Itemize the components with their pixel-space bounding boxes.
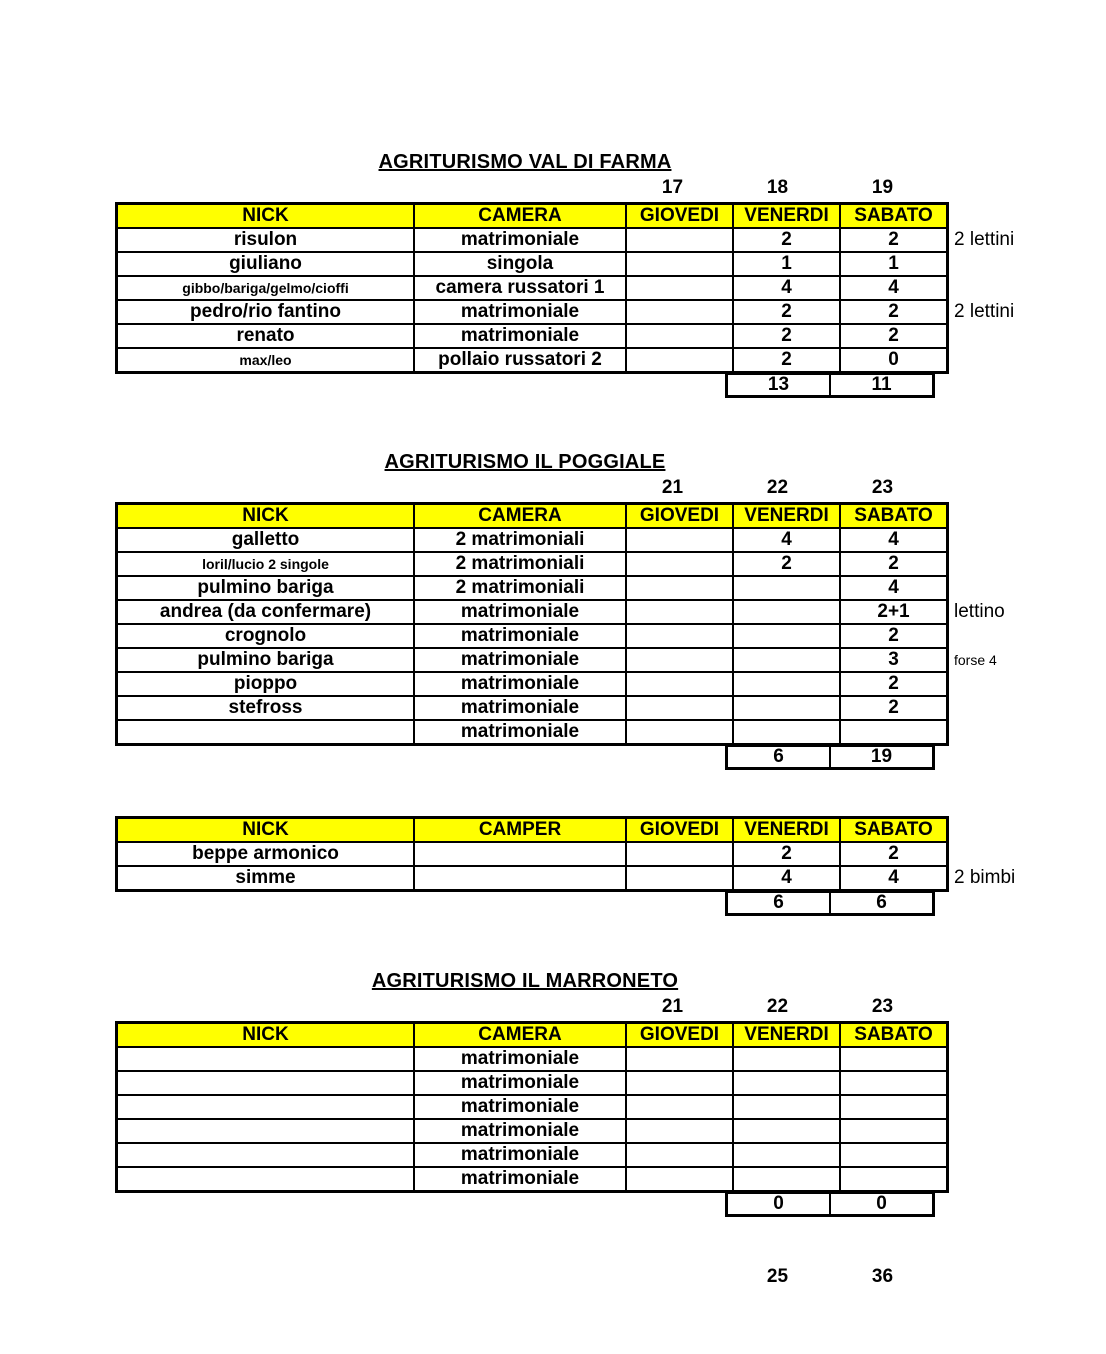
row-note: 2 lettini [954,229,1015,250]
cell-text: 4 [781,529,792,550]
column-header-giovedi: GIOVEDI [626,204,733,229]
cell-camera [414,1143,626,1167]
cell-camera [414,300,626,324]
total-sabato: 6 [829,893,932,913]
cell-venerdi [733,696,840,720]
cell-venerdi [733,1143,840,1167]
table-row [117,1095,948,1119]
cell-giovedi [626,1095,733,1119]
grand-total-venerdi: 25 [766,1266,789,1287]
row-note: lettino [954,601,1005,622]
table-row [117,552,948,576]
cell-text: singola [486,253,554,274]
cell-text: stefross [228,697,303,718]
table-row [117,276,948,300]
cell-camera [414,528,626,552]
cell-text: 2 [781,325,792,346]
column-header-sabato: SABATO [840,1023,948,1048]
date-label: 18 [766,177,789,198]
cell-nick [117,624,415,648]
cell-sabato [840,1071,948,1095]
cell-giovedi [626,228,733,252]
date-label: 22 [766,996,789,1017]
table-title: AGRITURISMO IL POGGIALE [384,451,666,473]
table-title: AGRITURISMO VAL DI FARMA [378,151,672,173]
cell-venerdi [733,228,840,252]
cell-sabato [840,252,948,276]
column-header-camera: CAMPER [414,818,626,843]
header-row [117,1023,948,1048]
cell-text: matrimoniale [460,1096,580,1117]
cell-camera [414,1167,626,1192]
column-header-sabato: SABATO [840,818,948,843]
cell-text: pollaio russatori 2 [438,349,602,370]
column-header-giovedi: GIOVEDI [626,1023,733,1048]
cell-sabato [840,1167,948,1192]
cell-camera [414,648,626,672]
column-header-venerdi: VENERDI [733,504,840,529]
cell-camera [414,252,626,276]
cell-sabato [840,624,948,648]
cell-text: max/leo [239,352,292,368]
cell-giovedi [626,552,733,576]
header-row [117,204,948,229]
cell-nick [117,842,415,866]
cell-sabato [840,1143,948,1167]
cell-camera [414,348,626,373]
cell-nick [117,252,415,276]
cell-camera [414,1095,626,1119]
cell-text: 3 [888,649,899,670]
cell-text: 2 [781,553,792,574]
cell-text: gibbo/bariga/gelmo/cioffi [182,280,349,296]
dates-row [620,995,935,1021]
cell-text: matrimoniale [460,1048,580,1069]
column-header-venerdi: VENERDI [733,818,840,843]
cell-text: matrimoniale [460,721,580,742]
cell-text: matrimoniale [460,325,580,346]
totals-row [725,372,935,398]
table-row [117,300,948,324]
cell-text: beppe armonico [192,843,339,864]
row-note: forse 4 [954,652,997,668]
cell-nick [117,348,415,373]
cell-giovedi [626,624,733,648]
cell-text: pulmino bariga [197,649,334,670]
table-row [117,1119,948,1143]
table-row [117,672,948,696]
table-row [117,624,948,648]
table-row [117,228,948,252]
table-row [117,648,948,672]
cell-text: crognolo [224,625,307,646]
date-label: 21 [661,996,684,1017]
cell-camera [414,576,626,600]
cell-sabato [840,576,948,600]
table-row [117,866,948,891]
cell-camera [414,228,626,252]
cell-sabato [840,324,948,348]
cell-text: 2 [888,673,899,694]
column-header-sabato: SABATO [840,504,948,529]
total-sabato: 19 [829,747,932,767]
table-row [117,252,948,276]
cell-giovedi [626,528,733,552]
row-note: 2 lettini [954,301,1015,322]
cell-camera [414,1047,626,1071]
cell-text: giuliano [229,253,302,274]
dates-row [620,476,935,502]
cell-text: 2 [781,843,792,864]
cell-text: matrimoniale [460,697,580,718]
cell-venerdi [733,1047,840,1071]
cell-text: 4 [888,867,899,888]
date-label: 22 [766,477,789,498]
cell-text: matrimoniale [460,625,580,646]
totals-row [725,744,935,770]
bookings-table [115,202,1015,374]
table-row [117,1143,948,1167]
cell-sabato [840,528,948,552]
cell-text: matrimoniale [460,1072,580,1093]
table-row [117,696,948,720]
cell-giovedi [626,252,733,276]
cell-nick [117,300,415,324]
column-header-sabato: SABATO [840,204,948,229]
date-label: 23 [871,477,894,498]
cell-venerdi [733,576,840,600]
totals-row [725,890,935,916]
cell-text: 4 [888,529,899,550]
cell-camera [414,672,626,696]
header-row [117,818,948,843]
total-venerdi: 6 [773,892,784,913]
cell-venerdi [733,672,840,696]
cell-giovedi [626,324,733,348]
bookings-table [115,816,1016,892]
date-label: 17 [661,177,684,198]
table-row [117,576,948,600]
cell-venerdi [733,1095,840,1119]
cell-sabato [840,228,1015,252]
cell-giovedi [626,1071,733,1095]
cell-text: 4 [888,277,899,298]
cell-giovedi [626,1167,733,1192]
cell-text: matrimoniale [460,1144,580,1165]
cell-giovedi [626,1047,733,1071]
cell-text: matrimoniale [460,1168,580,1189]
table-section-camper [115,816,1016,916]
cell-text: 1 [781,253,792,274]
cell-nick [117,576,415,600]
cell-venerdi [733,300,840,324]
cell-nick [117,1047,415,1071]
cell-sabato [840,348,948,373]
cell-giovedi [626,276,733,300]
cell-venerdi [733,348,840,373]
cell-text: matrimoniale [460,649,580,670]
cell-venerdi [733,528,840,552]
cell-text: pulmino bariga [197,577,334,598]
cell-camera [414,276,626,300]
cell-text: 2 [781,301,792,322]
cell-sabato [840,1047,948,1071]
column-header-giovedi: GIOVEDI [626,504,733,529]
cell-giovedi [626,720,733,745]
column-header-camera: CAMERA [414,1023,626,1048]
cell-venerdi [733,1119,840,1143]
cell-venerdi [733,720,840,745]
cell-nick [117,1095,415,1119]
table-row [117,348,948,373]
cell-sabato [840,696,948,720]
cell-text: andrea (da confermare) [159,601,372,622]
date-label: 19 [871,177,894,198]
cell-giovedi [626,300,733,324]
cell-nick [117,528,415,552]
total-venerdi: 6 [773,746,784,767]
total-venerdi: 0 [773,1193,784,1214]
cell-venerdi [733,252,840,276]
table-row [117,528,948,552]
cell-text: 2 matrimoniali [455,529,585,550]
cell-text: 2 [888,625,899,646]
grand-totals-row [725,1264,935,1290]
total-sabato: 11 [829,375,932,395]
cell-sabato [840,648,997,672]
cell-camera [414,552,626,576]
table-title: AGRITURISMO IL MARRONETO [371,970,679,992]
table-section-il-marroneto [115,969,935,1217]
dates-row [620,176,935,202]
cell-sabato [840,1119,948,1143]
cell-text: pedro/rio fantino [190,301,341,322]
cell-venerdi [733,1167,840,1192]
cell-text: renato [236,325,295,346]
column-header-venerdi: VENERDI [733,1023,840,1048]
cell-nick [117,648,415,672]
cell-text: 4 [888,577,899,598]
cell-text: 4 [781,277,792,298]
cell-nick [117,672,415,696]
cell-text: risulon [233,229,298,250]
cell-nick [117,866,415,891]
bookings-table [115,1021,949,1193]
cell-nick [117,324,415,348]
cell-sabato [840,672,948,696]
column-header-camera: CAMERA [414,204,626,229]
cell-nick [117,276,415,300]
cell-camera [414,866,626,891]
cell-text: camera russatori 1 [435,277,605,298]
header-row [117,504,948,529]
cell-text: loril/lucio 2 singole [202,556,329,572]
cell-camera [414,1071,626,1095]
table-row [117,1047,948,1071]
column-header-camera: CAMERA [414,504,626,529]
cell-sabato [840,1095,948,1119]
column-header-nick: NICK [117,204,415,229]
cell-venerdi [733,866,840,891]
cell-text: pioppo [233,673,298,694]
cell-giovedi [626,696,733,720]
cell-text: 2 matrimoniali [455,553,585,574]
cell-text: 2 [888,553,899,574]
cell-nick [117,696,415,720]
cell-text: matrimoniale [460,601,580,622]
table-row [117,600,948,624]
cell-text: matrimoniale [460,673,580,694]
cell-text: 0 [888,349,899,370]
cell-camera [414,696,626,720]
cell-text: 2 [888,697,899,718]
column-header-nick: NICK [117,504,415,529]
table-row [117,1071,948,1095]
cell-nick [117,1119,415,1143]
cell-text: matrimoniale [460,301,580,322]
cell-text: 2 [888,229,899,250]
cell-sabato [840,842,948,866]
cell-nick [117,228,415,252]
cell-text: 2 [781,349,792,370]
row-note: 2 bimbi [954,867,1016,888]
cell-sabato [840,600,1005,624]
cell-text: 2 [888,301,899,322]
cell-text: matrimoniale [460,1120,580,1141]
cell-camera [414,324,626,348]
cell-venerdi [733,552,840,576]
total-venerdi: 13 [767,374,790,395]
cell-text: 1 [888,253,899,274]
cell-giovedi [626,842,733,866]
table-row [117,842,948,866]
cell-venerdi [733,648,840,672]
cell-nick [117,600,415,624]
bookings-table [115,502,1005,746]
cell-sabato [840,300,1015,324]
cell-text: 2 [781,229,792,250]
cell-text: matrimoniale [460,229,580,250]
cell-text: 4 [781,867,792,888]
table-row [117,720,948,745]
cell-sabato [840,276,948,300]
cell-giovedi [626,1143,733,1167]
cell-text: 2+1 [877,601,910,622]
cell-giovedi [626,672,733,696]
cell-text: 2 [888,843,899,864]
cell-giovedi [626,1119,733,1143]
cell-venerdi [733,324,840,348]
cell-camera [414,624,626,648]
cell-nick [117,1071,415,1095]
cell-nick [117,720,415,745]
cell-camera [414,1119,626,1143]
column-header-nick: NICK [117,1023,415,1048]
cell-text: simme [235,867,296,888]
cell-giovedi [626,866,733,891]
cell-text: galletto [231,529,300,550]
column-header-nick: NICK [117,818,415,843]
column-header-venerdi: VENERDI [733,204,840,229]
totals-row [725,1191,935,1217]
cell-venerdi [733,1071,840,1095]
cell-nick [117,552,415,576]
cell-camera [414,842,626,866]
cell-giovedi [626,600,733,624]
cell-text: 2 [888,325,899,346]
table-row [117,1167,948,1192]
grand-total-sabato: 36 [871,1266,894,1287]
cell-giovedi [626,648,733,672]
cell-sabato [840,866,1016,891]
cell-sabato [840,720,948,745]
cell-giovedi [626,576,733,600]
cell-nick [117,1143,415,1167]
cell-venerdi [733,624,840,648]
cell-sabato [840,552,948,576]
cell-venerdi [733,276,840,300]
cell-venerdi [733,842,840,866]
table-section-val-di-farma [115,0,1015,398]
table-section-il-poggiale [115,450,1005,770]
date-label: 21 [661,477,684,498]
cell-text: 2 matrimoniali [455,577,585,598]
cell-giovedi [626,348,733,373]
table-row [117,324,948,348]
cell-nick [117,1167,415,1192]
column-header-giovedi: GIOVEDI [626,818,733,843]
date-label: 23 [871,996,894,1017]
cell-camera [414,720,626,745]
cell-venerdi [733,600,840,624]
total-sabato: 0 [829,1194,932,1214]
cell-camera [414,600,626,624]
